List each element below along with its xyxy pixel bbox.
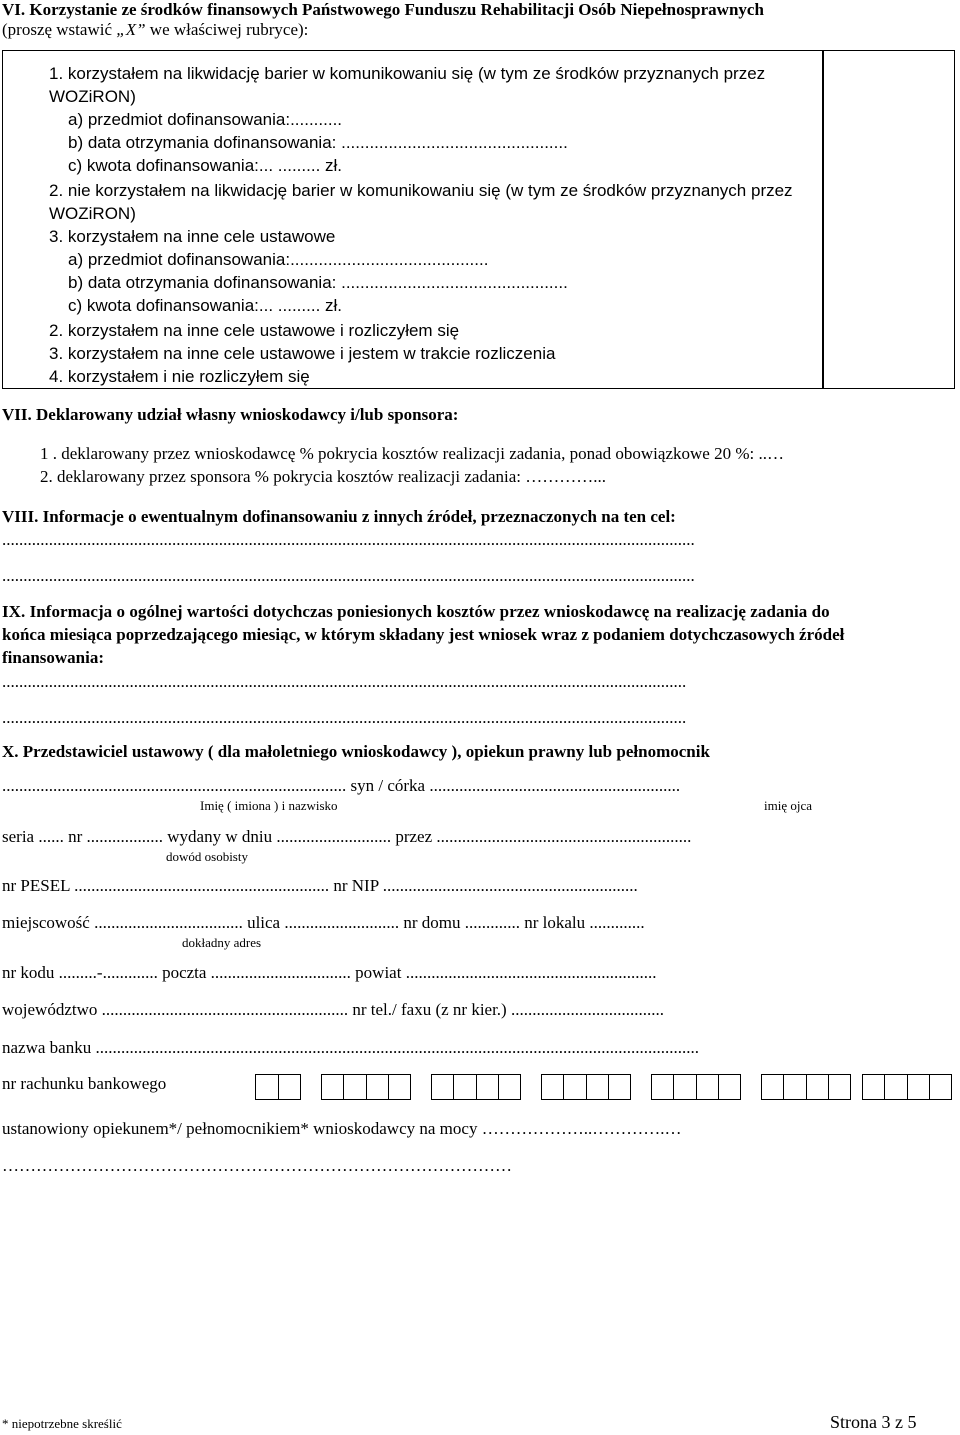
page-number: Strona 3 z 5 <box>830 1412 917 1432</box>
option-6-line: 4. korzystałem i nie rozliczyłem się <box>49 367 310 386</box>
total-costs-line-1[interactable]: ................................................................................................................................................................. <box>2 672 687 691</box>
account-group-2[interactable] <box>321 1074 411 1100</box>
postal-line[interactable]: nr kodu .........-............. poczta ................................. powiat ........................................................... <box>2 963 657 982</box>
option-1-date[interactable]: b) data otrzymania dofinansowania: ................................................ <box>68 133 568 152</box>
applicant-share-line[interactable]: 1 . deklarowany przez wnioskodawcę % pokrycia kosztów realizacji zadania, ponad obowiązkowe 20 %: ..… <box>40 444 784 463</box>
marks-column <box>823 50 955 389</box>
bank-name-line[interactable]: nazwa banku .............................................................................................................................................. <box>2 1038 699 1057</box>
total-costs-line-2[interactable]: ................................................................................................................................................................. <box>2 708 687 727</box>
option-5-line: 3. korzystałem na inne cele ustawowe i jestem w trakcie rozliczenia <box>49 344 556 363</box>
option-1-subject[interactable]: a) przedmiot dofinansowania:........... <box>68 110 343 129</box>
address-caption: dokładny adres <box>182 935 262 950</box>
representative-name-line[interactable]: ................................................................................. syn / córka ........................................................... <box>2 776 681 795</box>
option-2-line-b: WOZiRON) <box>49 204 136 223</box>
option-4-line: 2. korzystałem na inne cele ustawowe i rozliczyłem się <box>49 321 460 340</box>
other-funding-line-2[interactable]: ................................................................................................................................................................... <box>2 566 695 585</box>
option-1-amount[interactable]: c) kwota dofinansowania:... ......... zł. <box>68 156 343 175</box>
account-group-7[interactable] <box>862 1074 952 1100</box>
pesel-nip-line[interactable]: nr PESEL ............................................................ nr NIP ............................................................ <box>2 876 638 895</box>
option-3-line: 3. korzystałem na inne cele ustawowe <box>49 227 336 246</box>
instruction-x-mark: „X” <box>116 20 146 39</box>
section-ix-heading-line-2: końca miesiąca poprzedzającego miesiąc, w którym składany jest wniosek wraz z podaniem dotychczasowych źródeł <box>2 625 845 644</box>
section-viii-heading: VIII. Informacje o ewentualnym dofinansowaniu z innych źródeł, przeznaczonych na ten cel: <box>2 507 676 526</box>
voivodeship-line[interactable]: województwo .......................................................... nr tel./ faxu (z nr kier.) .................................... <box>2 1000 664 1019</box>
section-vii-heading: VII. Deklarowany udział własny wnioskodawcy i/lub sponsora: <box>2 405 459 424</box>
section-x-heading: X. Przedstawiciel ustawowy ( dla małoletniego wnioskodawcy ), opiekun prawny lub pełnomocnik <box>2 742 710 761</box>
section-ix-heading-line-1: IX. Informacja o ogólnej wartości dotychczas poniesionych kosztów przez wnioskodawcę na realizację zadania do <box>2 602 830 621</box>
account-group-6[interactable] <box>761 1074 851 1100</box>
option-1-line-a: 1. korzystałem na likwidację barier w komunikowaniu się (w tym ze środków przyznanych przez <box>49 64 766 83</box>
option-3-subject[interactable]: a) przedmiot dofinansowania:.......................................... <box>68 250 489 269</box>
appointment-continuation-line[interactable]: ……………………………………………………………………………… <box>2 1156 512 1175</box>
instruction-text-b: we właściwej rubryce): <box>145 20 309 39</box>
father-name-caption: imię ojca <box>764 798 813 813</box>
instruction-text-a: (proszę wstawić <box>2 20 117 39</box>
id-document-line[interactable]: seria ...... nr .................. wydany w dniu ........................... przez ............................................................ <box>2 827 692 846</box>
address-line[interactable]: miejscowość ................................... ulica ........................... nr domu ............. nr lokalu ............. <box>2 913 645 932</box>
account-group-3[interactable] <box>431 1074 521 1100</box>
option-3-date[interactable]: b) data otrzymania dofinansowania: ................................................ <box>68 273 568 292</box>
section-vi-heading: VI. Korzystanie ze środków finansowych Państwowego Funduszu Rehabilitacji Osób Niepełnosprawnych <box>2 0 764 19</box>
account-number-label: nr rachunku bankowego <box>2 1074 167 1093</box>
account-group-1[interactable] <box>255 1074 301 1100</box>
option-1-line-b: WOZiRON) <box>49 87 136 106</box>
appointment-line[interactable]: ustanowiony opiekunem*/ pełnomocnikiem* wnioskodawcy na mocy ………………..………….… <box>2 1119 682 1138</box>
account-group-4[interactable] <box>541 1074 631 1100</box>
option-3-amount[interactable]: c) kwota dofinansowania:... ......... zł. <box>68 296 343 315</box>
section-ix-heading-line-3: finansowania: <box>2 648 105 667</box>
account-group-5[interactable] <box>651 1074 741 1100</box>
footnote: * niepotrzebne skreślić <box>2 1416 122 1431</box>
id-caption: dowód osobisty <box>166 849 248 864</box>
option-2-line-a: 2. nie korzystałem na likwidację barier w komunikowaniu się (w tym ze środków przyznanych przez <box>49 181 793 200</box>
sponsor-share-line[interactable]: 2. deklarowany przez sponsora % pokrycia kosztów realizacji zadania: …………... <box>40 467 606 486</box>
name-caption: Imię ( imiona ) i nazwisko <box>200 798 338 813</box>
other-funding-line-1[interactable]: ................................................................................................................................................................... <box>2 530 695 549</box>
section-vi-instruction <box>2 20 308 40</box>
